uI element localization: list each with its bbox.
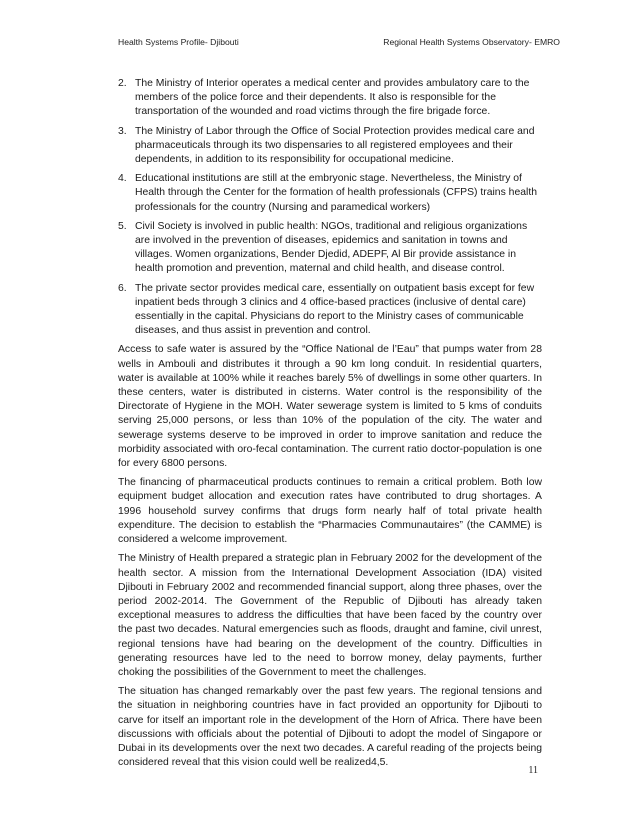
paragraph-strategic-plan: The Ministry of Health prepared a strategic plan in February 2002 for the development of the health sector. A mission from the International Development Association (IDA) visited Djibouti in February 2002 and recommended financial support, along three phases, over the period 2002-2014. The Government of the Republic of Djibouti has already taken exceptional measures to address the difficulties that have been faced by the country over the past two decades. Natural emergencies such as floods, draught and famine, civil unrest, regional tensions have had bearing on the development of the country. Difficulties in generating resources have led to the need to borrow money, delay payments, further choking the possibilities of the Government to meet the challenges. xyxy=(118,553,542,678)
paragraph-pharmaceutical-financing: The financing of pharmaceutical products continues to remain a critical problem. Both low equipment budget allocation and execution rates have contributed to drug shortages. A 1996 household survey confirms that drugs form nearly half of total private health expenditure. The decision to establish the “Pharmacies Communautaires” (the CAMME) is considered a welcome improvement. xyxy=(118,477,542,546)
page-number: 11 xyxy=(528,765,538,776)
list-item xyxy=(118,282,542,339)
list-item-text: Civil Society is involved in public health: NGOs, traditional and religious organizations are involved in the prevention of diseases, epidemics and sanitation in towns and villages. Women organizations, Bender Djedid, ADEPF, Al Bir provide assistance in health promotion and prevention, maternal and child health, and disease control. xyxy=(135,220,528,275)
numbered-list xyxy=(118,77,542,338)
list-item xyxy=(118,220,542,277)
header-right-title: Regional Health Systems Observatory- EMRO xyxy=(383,37,560,47)
list-item-text: The private sector provides medical care, essentially on outpatient basis except for few inpatient beds through 3 clinics and 4 office-based practices (inclusive of dental care) essentially in the capital. Physicians do report to the Ministry cases of communicable diseases, and thus assist in prevention and control. xyxy=(135,282,535,337)
list-item-text: The Ministry of Interior operates a medical center and provides ambulatory care to the members of the police force and their dependents. It also is responsible for the transportation of the wounded and road victims through the fire brigade force. xyxy=(135,78,530,118)
list-item-text: Educational institutions are still at the embryonic stage. Nevertheless, the Ministry of Health through the Center for the formation of health professionals (CFPS) trains health professionals for the country (Nursing and paramedical workers) xyxy=(135,173,537,213)
page-body xyxy=(118,77,542,775)
list-item-number: 5. xyxy=(118,220,127,232)
list-item xyxy=(118,125,542,168)
list-item-number: 4. xyxy=(118,173,127,185)
header-left-title: Health Systems Profile- Djibouti xyxy=(118,37,239,47)
list-item-text: The Ministry of Labor through the Office of Social Protection provides medical care and pharmaceuticals through its two dispensaries to all registered employees and their dependents, in addition to its responsibility for occupational medicine. xyxy=(135,125,535,166)
list-item xyxy=(118,77,542,120)
list-item xyxy=(118,172,542,215)
list-item-number: 2. xyxy=(118,78,127,89)
paragraph-water-access: Access to safe water is assured by the “Office National de l’Eau” that pumps water from 28 wells in Ambouli and distributes it through a 90 km long conduit. In residential quarters, water is available at 100% while it reaches barely 5% of dwellings in some other quarters. In these centers, water is distributed in cisterns. Water control is the responsibility of the Directorate of Hygiene in the MOH. Water sewerage system is limited to 5 kms of conduits serving 25,000 persons, or less than 10% of the population of the city. The water and sewerage systems deserve to be improved in order to improve sanitation and reduce the morbidity associated with oro-fecal contamination. The current ratio doctor-population is one for every 6800 persons. xyxy=(118,344,542,470)
page-header xyxy=(118,37,560,51)
list-item-number: 6. xyxy=(118,282,127,294)
paragraph-regional-situation: The situation has changed remarkably over the past few years. The regional tensions and the situation in neighboring countries have in fact provided an opportunity for Djibouti to carve for itself an important role in the development of the Horn of Africa. There have been discussions with officials about the potential of Djibouti to adopt the model of Singapore or Dubai in its developments over the next two decades. A careful reading of the projects being considered reveal that this vision could well be realized4,5. xyxy=(118,686,542,769)
list-item-number: 3. xyxy=(118,125,127,137)
